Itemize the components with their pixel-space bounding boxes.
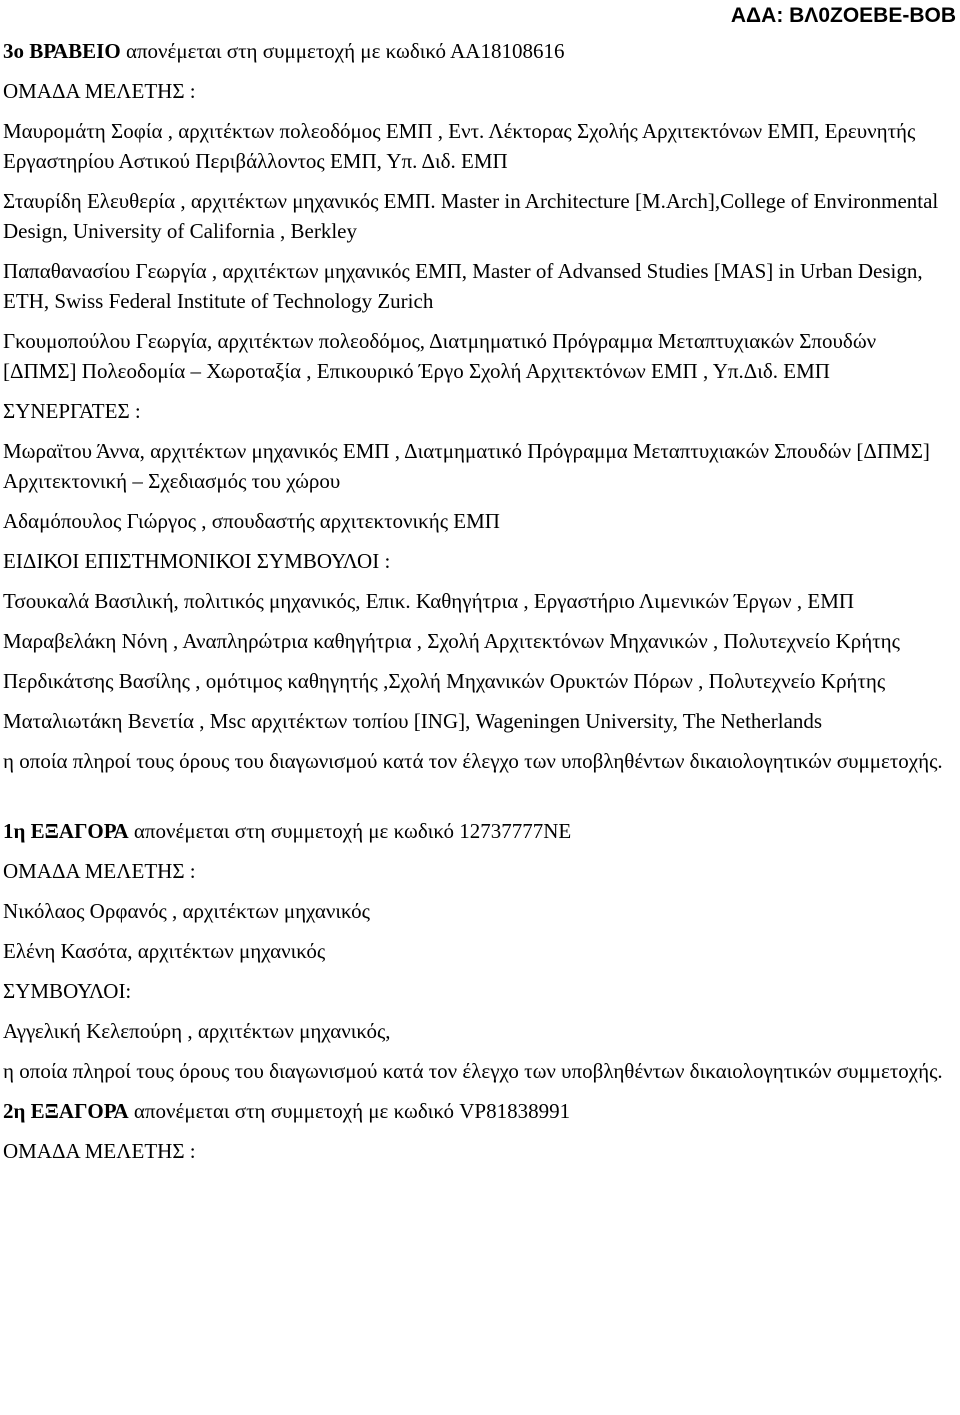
- award-line-1st-purchase: [3, 816, 953, 846]
- collaborators-heading: ΣΥΝΕΡΓΑΤΕΣ :: [3, 399, 141, 423]
- award-label: 1η ΕΞΑΓΟΡΑ: [3, 819, 129, 843]
- advisor: Αγγελική Κελεπούρη , αρχιτέκτων μηχανικός,: [3, 1019, 391, 1043]
- team-member: Σταυρίδη Ελευθερία , αρχιτέκτων μηχανικός ΕΜΠ. Master in Architecture [M.Arch],College of Environmental Design, University of California , Berkley: [3, 189, 939, 243]
- advisors-heading: ΣΥΜΒΟΥΛΟΙ:: [3, 979, 132, 1003]
- advisor: Μαραβελάκη Νόνη , Αναπληρώτρια καθηγήτρια , Σχολή Αρχιτεκτόνων Μηχανικών , Πολυτεχνείο Κρήτης: [3, 629, 900, 653]
- collaborator: Μωραϊτου Άννα, αρχιτέκτων μηχανικός ΕΜΠ , Διατμηματικό Πρόγραμμα Μεταπτυχιακών Σπουδών [ΔΠΜΣ] Αρχιτεκτονική – Σχεδιασμός του χώρου: [3, 439, 930, 493]
- award-line-2nd-purchase: [3, 1096, 953, 1126]
- team-member: Παπαθανασίου Γεωργία , αρχιτέκτων μηχανικός ΕΜΠ, Master of Advansed Studies [MAS] in Urban Design, ETH, Swiss Federal Institute of Technology Zurich: [3, 259, 923, 313]
- award-label: 3ο ΒΡΑΒΕΙΟ: [3, 39, 121, 63]
- team-heading: ΟΜΑΔΑ ΜΕΛΕΤΗΣ :: [3, 79, 196, 103]
- collaborator: Αδαμόπουλος Γιώργος , σπουδαστής αρχιτεκτονικής ΕΜΠ: [3, 509, 500, 533]
- advisor: Ματαλιωτάκη Βενετία , Msc αρχιτέκτων τοπίου [ING], Wageningen University, The Netherlands: [3, 709, 823, 733]
- eligibility-statement: η οποία πληροί τους όρους του διαγωνισμού κατά τον έλεγχο των υποβληθέντων δικαιολογητικών συμμετοχής.: [3, 1059, 943, 1083]
- award-text: απονέμεται στη συμμετοχή με κωδικό 12737777ΝΕ: [128, 819, 572, 843]
- advisor: Περδικάτσης Βασίλης , ομότιμος καθηγητής ,Σχολή Μηχανικών Ορυκτών Πόρων , Πολυτεχνείο Κρήτης: [3, 669, 886, 693]
- advisor: Τσουκαλά Βασιλική, πολιτικός μηχανικός, Επικ. Καθηγήτρια , Εργαστήριο Λιμενικών Έργων , ΕΜΠ: [3, 589, 855, 613]
- team-member: Μαυρομάτη Σοφία , αρχιτέκτων πολεοδόμος ΕΜΠ , Εντ. Λέκτορας Σχολής Αρχιτεκτόνων ΕΜΠ, Ερευνητής Εργαστηρίου Αστικού Περιβάλλοντος ΕΜΠ, Υπ. Διδ. ΕΜΠ: [3, 119, 916, 173]
- document-body: [3, 36, 953, 1176]
- section-spacer: [3, 786, 953, 816]
- award-text: απονέμεται στη συμμετοχή με κωδικό ΑΑ18108616: [120, 39, 565, 63]
- team-member: Ελένη Κασότα, αρχιτέκτων μηχανικός: [3, 939, 326, 963]
- team-heading: ΟΜΑΔΑ ΜΕΛΕΤΗΣ :: [3, 1139, 196, 1163]
- advisors-heading: ΕΙΔΙΚΟΙ ΕΠΙΣΤΗΜΟΝΙΚΟΙ ΣΥΜΒΟΥΛΟΙ :: [3, 549, 391, 573]
- award-label: 2η ΕΞΑΓΟΡΑ: [3, 1099, 129, 1123]
- eligibility-statement: η οποία πληροί τους όρους του διαγωνισμού κατά τον έλεγχο των υποβληθέντων δικαιολογητικών συμμετοχής.: [3, 749, 943, 773]
- award-line-3rd-prize: [3, 36, 953, 66]
- award-text: απονέμεται στη συμμετοχή με κωδικό VP81838991: [128, 1099, 571, 1123]
- ada-reference: ΑΔΑ: ΒΛ0ΖΟΕΒΕ-ΒΟΒ: [730, 4, 956, 27]
- team-member: Νικόλαος Ορφανός , αρχιτέκτων μηχανικός: [3, 899, 370, 923]
- team-member: Γκουμοπούλου Γεωργία, αρχιτέκτων πολεοδόμος, Διατμηματικό Πρόγραμμα Μεταπτυχιακών Σπουδών [ΔΠΜΣ] Πολεοδομία – Χωροταξία , Επικουρικό Έργο Σχολή Αρχιτεκτόνων ΕΜΠ , Υπ.Διδ. ΕΜΠ: [3, 329, 877, 383]
- team-heading: ΟΜΑΔΑ ΜΕΛΕΤΗΣ :: [3, 859, 196, 883]
